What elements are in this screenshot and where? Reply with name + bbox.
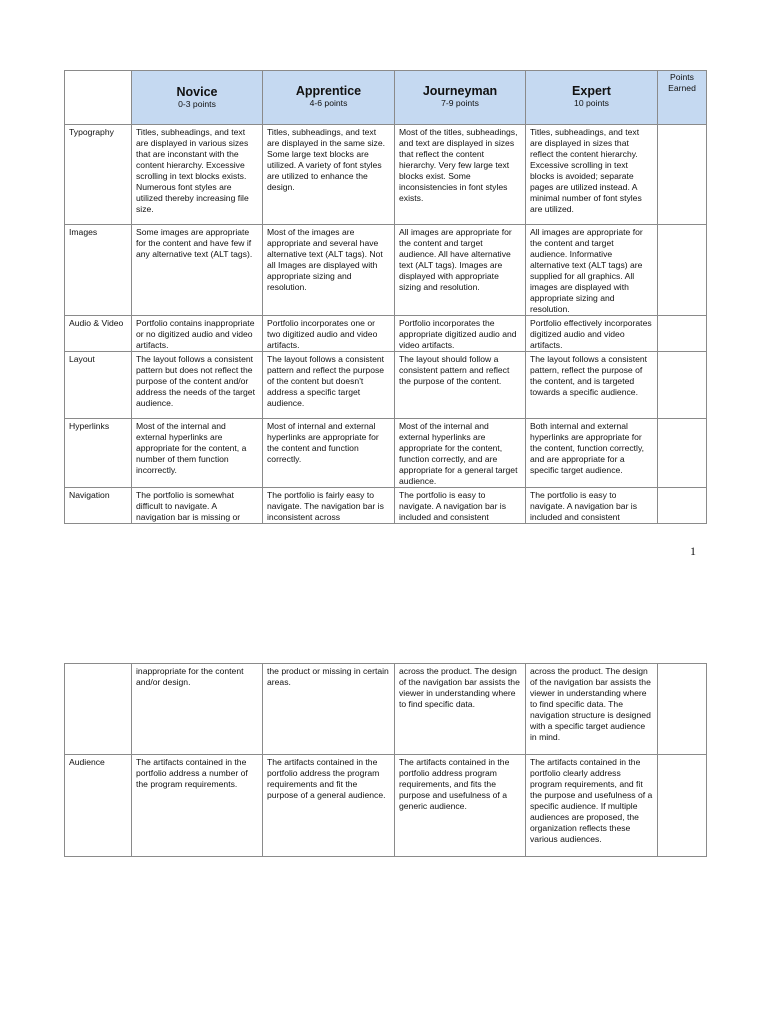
table-row: [65, 488, 707, 524]
points-earned-cell: [658, 125, 707, 225]
table-row: [65, 352, 707, 419]
criterion-label: Typography: [65, 125, 132, 225]
rubric-table-page2: [64, 663, 707, 857]
header-points-earned: Points Earned: [658, 71, 707, 125]
rubric-cell: across the product. The design of the navigation bar assists the viewer in understanding where to find specific data.: [395, 664, 526, 755]
criterion-label: Navigation: [65, 488, 132, 524]
header-journeyman: Journeyman 7-9 points: [395, 71, 526, 125]
rubric-cell: The portfolio is easy to navigate. A navigation bar is included and consistent: [395, 488, 526, 524]
table-row: [65, 225, 707, 316]
criterion-label: Audio & Video: [65, 316, 132, 352]
rubric-cell: inappropriate for the content and/or design.: [132, 664, 263, 755]
table-row: [65, 316, 707, 352]
rubric-cell: The layout follows a consistent pattern and reflect the purpose of the content but doesn't address a specific target audience.: [263, 352, 395, 419]
header-novice: Novice 0-3 points: [132, 71, 263, 125]
criterion-label: Layout: [65, 352, 132, 419]
rubric-cell: The artifacts contained in the portfolio address the program requirements and fit the purpose of a general audience.: [263, 755, 395, 857]
rubric-cell: Portfolio effectively incorporates digitized audio and video artifacts.: [526, 316, 658, 352]
rubric-cell: Some images are appropriate for the content and have few if any alternative text (ALT tags).: [132, 225, 263, 316]
criterion-label: Images: [65, 225, 132, 316]
rubric-cell: Titles, subheadings, and text are displayed in sizes that reflect the content hierarchy. Excessive scrolling in text blocks is avoided; separate pages are utilized instead. A minimal number of font styles are utilized.: [526, 125, 658, 225]
rubric-cell: The portfolio is easy to navigate. A navigation bar is included and consistent: [526, 488, 658, 524]
table-row: [65, 664, 707, 755]
table-row: [65, 419, 707, 488]
points-earned-cell: [658, 755, 707, 857]
header-expert: Expert 10 points: [526, 71, 658, 125]
points-earned-cell: [658, 419, 707, 488]
points-earned-cell: [658, 352, 707, 419]
rubric-cell: All images are appropriate for the content and target audience. All have alternative text (ALT tags). Images are displayed with appropriate sizing and resolution.: [395, 225, 526, 316]
rubric-cell: Portfolio contains inappropriate or no digitized audio and video artifacts.: [132, 316, 263, 352]
page-number: 1: [690, 544, 696, 558]
points-earned-cell: [658, 664, 707, 755]
rubric-cell: across the product. The design of the navigation bar assists the viewer in understanding where to find specific data. The navigation structure is designed with a specific target audience in mind.: [526, 664, 658, 755]
rubric-cell: Portfolio incorporates the appropriate digitized audio and video artifacts.: [395, 316, 526, 352]
points-earned-cell: [658, 225, 707, 316]
rubric-cell: The portfolio is somewhat difficult to navigate. A navigation bar is missing or: [132, 488, 263, 524]
rubric-cell: The artifacts contained in the portfolio address program requirements, and fits the purpose and usefulness of a generic audience.: [395, 755, 526, 857]
points-earned-cell: [658, 488, 707, 524]
rubric-cell: Most of the internal and external hyperlinks are appropriate for the content, function correctly, and are appropriate for a general target audience.: [395, 419, 526, 488]
rubric-cell: The layout follows a consistent pattern but does not reflect the purpose of the content and/or address the needs of the target audience.: [132, 352, 263, 419]
rubric-cell: the product or missing in certain areas.: [263, 664, 395, 755]
criterion-label: [65, 664, 132, 755]
rubric-cell: Portfolio incorporates one or two digitized audio and video artifacts.: [263, 316, 395, 352]
rubric-cell: The artifacts contained in the portfolio address a number of the program requirements.: [132, 755, 263, 857]
rubric-cell: Most of the images are appropriate and several have alternative text (ALT tags). Not all Images are displayed with appropriate sizing and resolution.: [263, 225, 395, 316]
rubric-cell: Titles, subheadings, and text are displayed in various sizes that are inconstant with the content hierarchy. Excessive scrolling in text blocks exists. Numerous font styles are utilized thereby increasing file size.: [132, 125, 263, 225]
header-corner-cell: [65, 71, 132, 125]
rubric-cell: All images are appropriate for the content and target audience. Informative alternative text (ALT tags) are supplied for all graphics. All images are displayed with appropriate sizing and resolution.: [526, 225, 658, 316]
rubric-cell: The layout should follow a consistent pattern and reflect the purpose of the content.: [395, 352, 526, 419]
rubric-cell: Both internal and external hyperlinks are appropriate for the content, function correctly, and are appropriate for a specific target audience.: [526, 419, 658, 488]
rubric-cell: Most of the titles, subheadings, and text are displayed in sizes that reflect the content hierarchy. Very few large text blocks exist. Some inconsistencies in font styles exists.: [395, 125, 526, 225]
rubric-cell: The portfolio is fairly easy to navigate. The navigation bar is inconsistent across: [263, 488, 395, 524]
rubric-cell: Titles, subheadings, and text are displayed in the same size. Some large text blocks are utilized. A variety of font styles are utilized to enhance the design.: [263, 125, 395, 225]
rubric-table-page1: [64, 70, 707, 524]
points-earned-cell: [658, 316, 707, 352]
header-apprentice: Apprentice 4-6 points: [263, 71, 395, 125]
table-row: [65, 125, 707, 225]
table-row: [65, 755, 707, 857]
criterion-label: Hyperlinks: [65, 419, 132, 488]
rubric-cell: Most of internal and external hyperlinks are appropriate for the content and function correctly.: [263, 419, 395, 488]
rubric-cell: The layout follows a consistent pattern, reflect the purpose of the content, and is targeted towards a specific audience.: [526, 352, 658, 419]
criterion-label: Audience: [65, 755, 132, 857]
rubric-cell: Most of the internal and external hyperlinks are appropriate for the content, a number of them function incorrectly.: [132, 419, 263, 488]
rubric-cell: The artifacts contained in the portfolio clearly address program requirements, and fit the purpose and usefulness of a specific audience. If multiple audiences are proposed, the organization reflects these various audiences.: [526, 755, 658, 857]
